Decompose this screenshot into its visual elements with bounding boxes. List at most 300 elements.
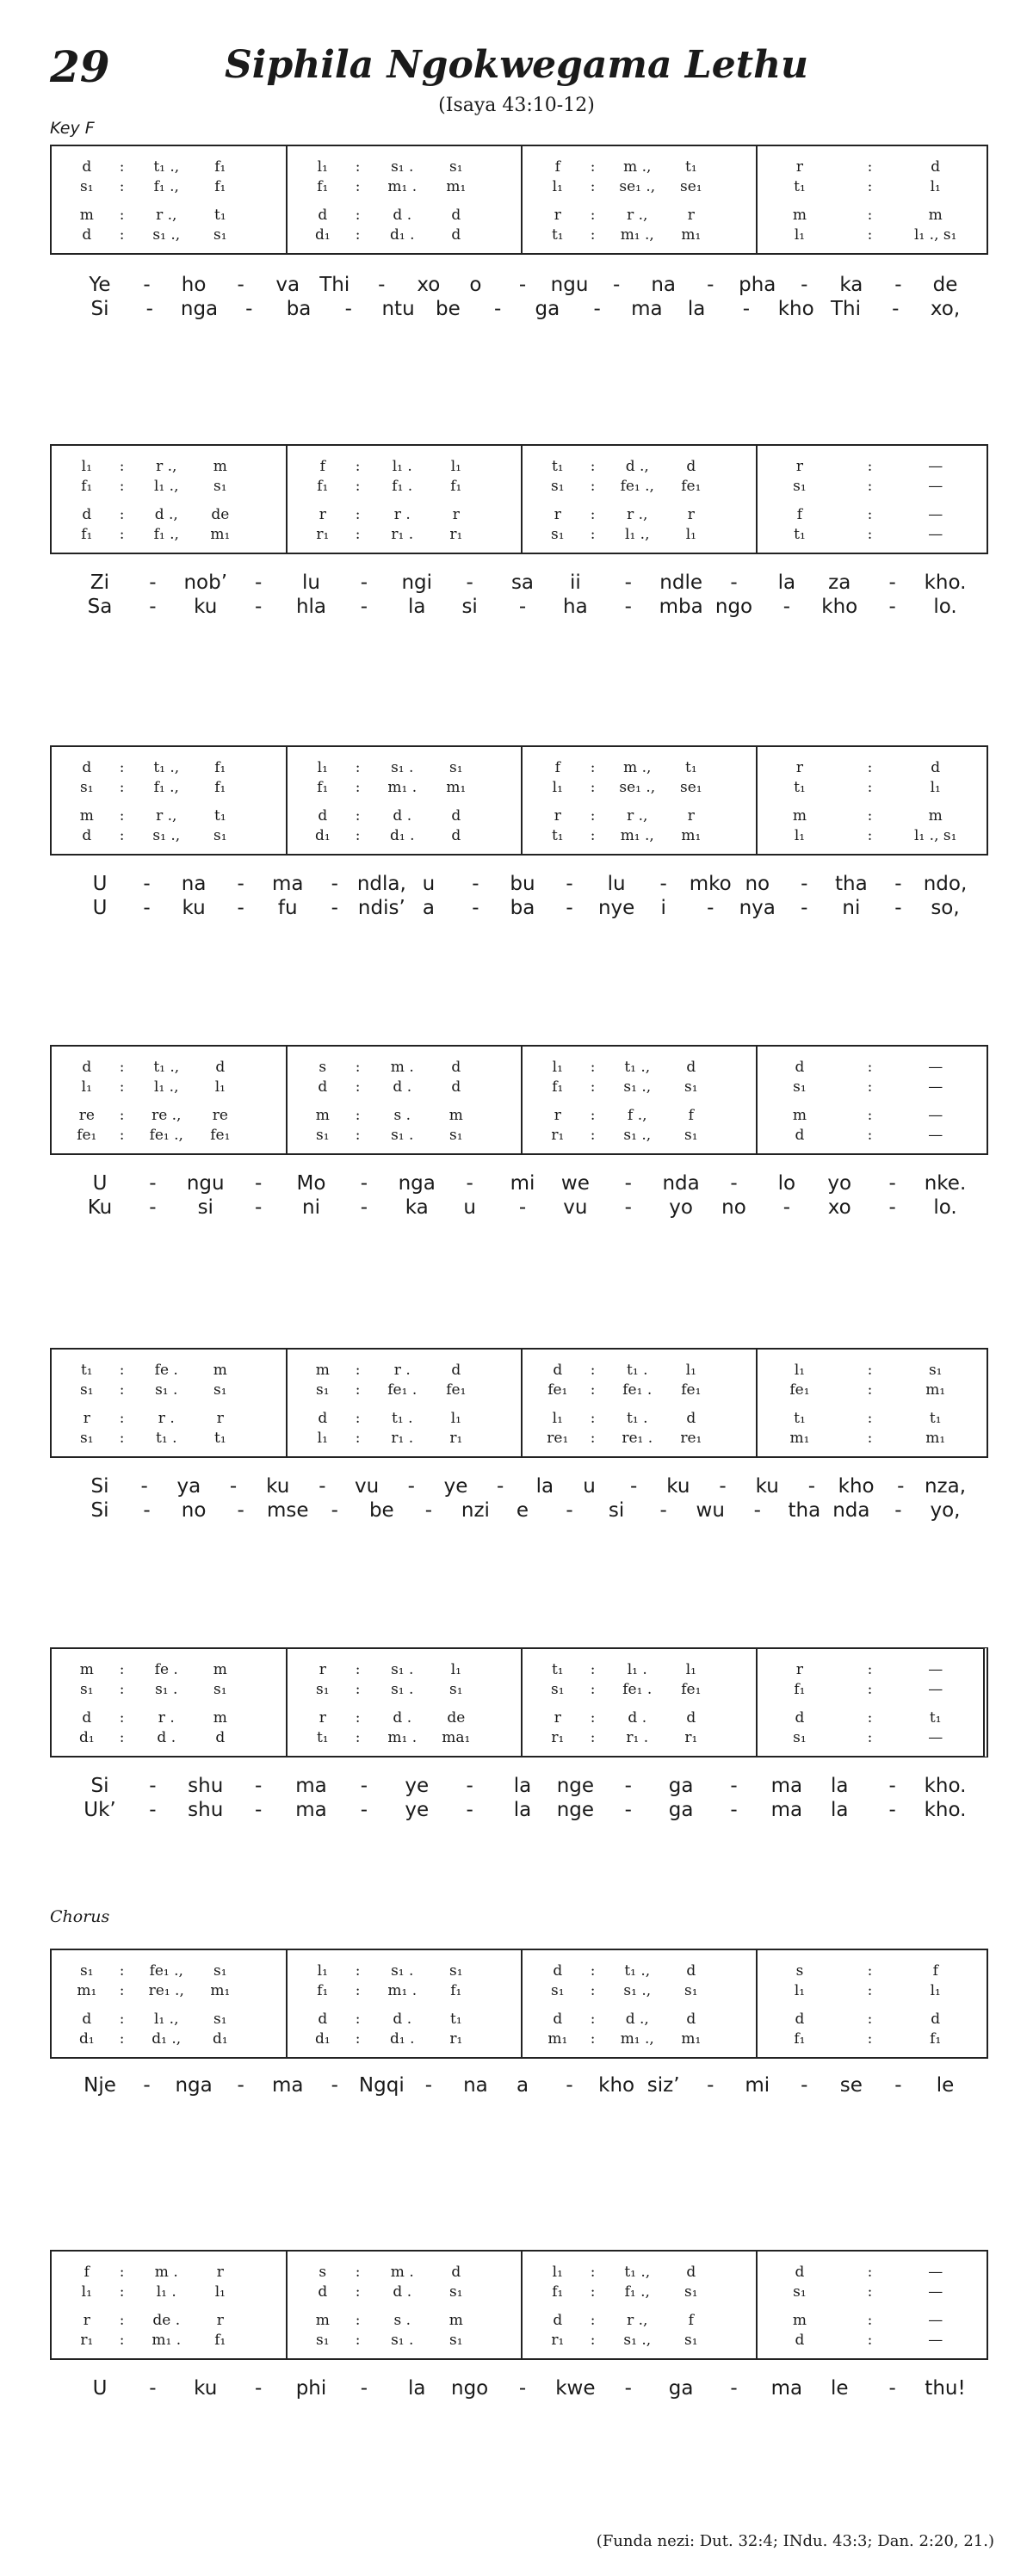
measure [521,1350,757,1456]
note: — [928,1681,943,1698]
note: fe₁ [547,1381,568,1399]
note: s₁ [551,1681,565,1698]
lyric-syllable: we [560,1172,590,1195]
measure [286,1950,522,2057]
lyric-syllable: no [181,1499,207,1522]
note: s₁ [316,1681,330,1698]
note: : [119,2312,125,2329]
lyric-syllable: la [513,1799,532,1821]
lyric-syllable: - [566,2074,573,2097]
lyric-syllable: sa [510,571,535,594]
lyric-syllable: be [368,1499,394,1522]
lyric-syllable: - [730,1775,738,1797]
note: m . [390,2264,414,2281]
note: m [315,1362,330,1379]
lyric-syllable: la [777,571,796,594]
note: : [119,226,125,244]
note: : [590,1982,596,1999]
note: d . [393,807,412,825]
note: : [867,2264,873,2281]
note: d . [393,1078,412,1096]
note: — [928,2264,943,2281]
note: s₁ [80,779,94,796]
note: : [867,1681,873,1698]
voice-line [288,1681,522,1703]
note: : [355,1729,361,1746]
note: l₁ [794,1362,806,1379]
music-system [50,1647,988,1757]
note: d [318,1078,328,1096]
note: r [795,458,804,475]
lyric-syllable: - [707,2074,714,2097]
hymn-title: Siphila Ngokwegama Lethu [224,43,809,87]
lyric-syllable: - [237,2074,244,2097]
note: s₁ [80,178,94,195]
lyric-syllable: - [730,1172,738,1195]
note: l₁ [81,1078,92,1096]
measure [52,747,286,854]
note: — [928,526,943,543]
lyric-syllable: - [143,274,151,296]
note: s [795,1962,804,1980]
note: l₁ [794,827,806,844]
lyric-syllable: - [472,873,479,895]
lyric-syllable: - [149,1775,157,1797]
measure [286,747,522,854]
note: f [319,458,325,475]
note: s₁ [449,1681,463,1698]
note: l₁ [450,458,461,475]
lyric-syllable: na [181,873,207,895]
lyric-syllable: Nje [84,2074,116,2097]
lyric-syllable: de [932,274,958,296]
lyric-syllable: lo. [933,596,957,618]
lyric-syllable: so, [931,897,960,919]
lyric-syllable: ngu [550,274,589,296]
note: : [590,827,596,844]
note: r₁ . [391,1430,414,1447]
note: l₁ [450,1661,461,1678]
note: : [119,1681,125,1698]
voice-line [523,827,757,849]
measure [286,1649,522,1756]
lyric-syllable: ma [271,873,304,895]
voice-line [288,2283,522,2306]
note: m [448,1107,463,1124]
note: r [554,506,561,523]
voice-line [288,2332,522,2354]
note: : [355,178,361,195]
note: f₁ [552,1078,564,1096]
note: : [867,1059,873,1076]
note: : [867,1962,873,1980]
note: : [590,1681,596,1698]
lyric-syllable: shu [188,1775,224,1797]
note: f₁ [930,2030,942,2048]
note: d [451,827,461,844]
note: re [78,1107,95,1124]
lyric-syllable: - [331,897,338,919]
note: r . [158,1410,175,1427]
note: : [590,1661,596,1678]
measure [756,446,992,553]
lyric-syllable: - [888,1775,896,1797]
voice-line [523,1729,757,1751]
lyric-syllable: i [660,897,666,919]
note: : [590,478,596,495]
lyric-syllable: - [888,1196,896,1219]
voice-line [288,1729,522,1751]
note: — [928,1661,943,1678]
note: : [355,1430,361,1447]
lyric-syllable: si [197,1196,213,1219]
note: d [318,807,328,825]
note: m . [154,2264,178,2281]
lyric-syllable: - [254,1172,263,1195]
note: d₁ . [390,827,415,844]
note: l₁ [81,458,92,475]
note: m [928,807,943,825]
note: s₁ [684,1127,698,1144]
note: : [867,1982,873,1999]
lyric-syllable: - [360,596,368,618]
note: : [119,1430,125,1447]
note: re₁ . [622,1430,653,1447]
note: : [590,1962,596,1980]
voice-line [52,1982,286,2005]
voice-line [523,226,757,249]
note: l₁ [794,226,806,244]
note: — [928,2283,943,2301]
note: d [686,1962,696,1980]
note: re₁ ., [148,1982,184,1999]
note: l₁ [552,1059,563,1076]
note: m₁ [210,1982,231,1999]
note: f₁ . [392,478,413,495]
note: r₁ . [626,1729,649,1746]
chorus-label: Chorus [50,1907,110,1926]
lyric-syllable: no [745,873,770,895]
note: : [355,807,361,825]
lyric-syllable: - [888,1799,896,1821]
lyric-syllable: nga [175,2074,213,2097]
note: l₁ [317,1430,328,1447]
lyric-syllable: Ku [87,1196,113,1219]
note: l₁ [552,1410,563,1427]
lyric-syllable: pha [739,274,776,296]
note: s₁ ., [152,226,181,244]
note: f₁ ., [153,178,179,195]
note: : [590,2312,596,2329]
note: s₁ [316,2332,330,2349]
note: : [590,178,596,195]
note: s₁ . [155,1381,178,1399]
note: : [867,1661,873,1678]
note: d [451,1059,461,1076]
lyric-syllable: kho [821,596,858,618]
note: f₁ [81,478,93,495]
note: se₁ [680,178,702,195]
lyric-syllable: - [566,873,573,895]
lyric-syllable: la [687,298,706,320]
lyric-syllable: - [424,2074,433,2097]
note: d₁ [314,827,331,844]
note: m₁ [681,827,702,844]
note: m₁ [925,1430,946,1447]
note: : [119,158,125,176]
note: re₁ [680,1430,702,1447]
measure [521,146,757,253]
note: d ., [625,2011,649,2028]
note: s₁ . [391,1962,414,1980]
lyric-syllable: - [497,1475,504,1498]
lyric-syllable: Ye [89,274,111,296]
lyric-syllable: phi [295,2377,327,2400]
note: r ., [156,207,177,224]
note: m [79,1661,94,1678]
note: m₁ [446,779,467,796]
lyric-syllable: ga [535,298,560,320]
note: d [82,2011,92,2028]
note: : [355,2312,361,2329]
lyric-syllable: Uk’ [84,1799,116,1821]
lyric-syllable: mi [510,1172,535,1195]
lyric-syllable: mko [689,873,732,895]
lyric-syllable: ii [569,571,581,594]
note: : [119,1729,125,1746]
lyric-line [50,897,988,923]
note: : [355,1059,361,1076]
lyric-syllable: - [894,274,902,296]
note: r₁ [551,1729,565,1746]
lyric-syllable: - [888,571,896,594]
note: d₁ [314,2030,331,2048]
note: t₁ [551,1661,564,1678]
note: d [686,458,696,475]
note: t₁ [450,2011,462,2028]
lyric-syllable: - [360,2377,368,2400]
note: t₁ [794,779,806,796]
lyric-syllable: ndis’ [357,897,405,919]
lyric-syllable: - [143,897,151,919]
note: s₁ [80,1962,94,1980]
note: t₁ ., [153,158,180,176]
lyric-syllable: - [566,1499,573,1522]
note: s₁ [213,226,227,244]
note: s₁ [449,2332,463,2349]
note: s₁ [684,1078,698,1096]
lyric-syllable: na [463,2074,488,2097]
lyric-line [50,298,988,324]
lyric-syllable: - [407,1475,415,1498]
note: s₁ . [391,1661,414,1678]
measure [52,1350,286,1456]
note: : [590,458,596,475]
note: s₁ [928,1362,943,1379]
lyric-syllable: Mo [296,1172,326,1195]
lyric-syllable: ba [286,298,312,320]
note: m [213,458,227,475]
note: d . [393,2011,412,2028]
lyric-syllable: ma [770,1799,803,1821]
note: t₁ [929,1709,942,1727]
note: r [554,1107,561,1124]
lyric-syllable: - [742,298,751,320]
note: s₁ [80,1381,94,1399]
note: r ., [627,2312,648,2329]
lyric-syllable: - [254,1775,263,1797]
lyric-syllable: ga [668,1775,694,1797]
voice-line [758,526,992,548]
lyric-syllable: thu! [925,2377,966,2400]
lyric-syllable: ma [295,1799,327,1821]
note: — [928,1078,943,1096]
measure [52,146,286,253]
note: : [355,2011,361,2028]
note: s₁ . [391,759,414,776]
note: r₁ [551,1127,565,1144]
voice-line [523,1127,757,1149]
note: s . [393,2312,411,2329]
note: m ., [623,759,652,776]
lyric-syllable: - [237,274,244,296]
note: l₁ [317,1962,328,1980]
note: t₁ [929,1410,942,1427]
note: s₁ [80,1681,94,1698]
note: t₁ [80,1362,93,1379]
note: s₁ [551,526,565,543]
voice-line [288,478,522,500]
note: t₁ [794,178,806,195]
note: d₁ [212,2030,228,2048]
lyric-syllable: U [92,2377,108,2400]
lyric-syllable: ngo [714,596,753,618]
voice-line [758,1078,992,1101]
lyric-syllable: - [624,1799,632,1821]
lyric-syllable: le [830,2377,849,2400]
note: fe₁ [681,1381,702,1399]
lyric-syllable: - [143,873,151,895]
note: r₁ [449,1430,463,1447]
note: t₁ [551,458,564,475]
note: s₁ [449,759,463,776]
note: d₁ ., [152,2030,182,2048]
note: s₁ [316,1127,330,1144]
note: : [867,1381,873,1399]
lyric-line [50,1775,988,1801]
lyric-syllable: - [518,2377,527,2400]
lyric-syllable: xo [827,1196,851,1219]
voice-line [52,526,286,548]
note: : [590,226,596,244]
note: re ., [152,1107,182,1124]
lyric-line [50,873,988,899]
lyric-syllable: kwe [555,2377,596,2400]
note: : [355,1709,361,1727]
voice-line [523,178,757,201]
note: r [554,1709,561,1727]
note: : [355,2264,361,2281]
note: t₁ [551,226,564,244]
note: d [451,1362,461,1379]
note: de . [152,2312,181,2329]
lyric-line [50,274,988,300]
note: r [452,506,460,523]
lyric-syllable: - [624,1775,632,1797]
note: : [867,1729,873,1746]
note: r₁ [449,2030,463,2048]
voice-line [523,478,757,500]
note: t₁ [685,158,697,176]
note: d [553,1962,563,1980]
lyric-syllable: - [801,2074,808,2097]
note: f [932,1962,938,1980]
note: s₁ [449,1127,463,1144]
lyric-syllable: - [254,571,263,594]
note: r₁ [684,1729,698,1746]
lyric-syllable: - [149,1799,157,1821]
note: r [554,807,561,825]
note: : [590,1107,596,1124]
note: : [119,458,125,475]
note: s₁ [551,478,565,495]
lyric-syllable: - [782,1196,791,1219]
note: : [355,526,361,543]
note: t₁ [214,1430,226,1447]
note: fe₁ [681,1681,702,1698]
note: : [355,1661,361,1678]
note: d₁ . [390,226,415,244]
lyric-syllable: lo [777,1172,796,1195]
note: — [928,478,943,495]
note: : [355,827,361,844]
measure [521,1649,757,1756]
note: l₁ [214,2283,226,2301]
note: : [867,1709,873,1727]
lyric-syllable: nda [832,1499,870,1522]
note: t₁ ., [153,1059,180,1076]
lyric-syllable: - [254,1799,263,1821]
lyric-syllable: u [583,1475,596,1498]
measure [521,446,757,553]
lyric-syllable: tha [835,873,868,895]
note: t₁ . [392,1410,413,1427]
note: d [795,2264,805,2281]
note: : [867,1410,873,1427]
note: r [83,2312,90,2329]
note: f ., [628,1107,647,1124]
voice-line [52,1127,286,1149]
note: : [867,759,873,776]
note: l₁ [930,1982,941,1999]
note: d [82,1709,92,1727]
note: : [119,1381,125,1399]
measure [521,1950,757,2057]
note: d [553,1362,563,1379]
note: d [451,207,461,224]
lyric-syllable: ku [666,1475,690,1498]
lyric-syllable: la [513,1775,532,1797]
note: d [686,2264,696,2281]
voice-line [758,226,992,249]
lyric-syllable: - [566,897,573,919]
note: : [867,526,873,543]
measure [756,1350,992,1456]
measure [521,1047,757,1153]
measure [286,2252,522,2358]
voice-line [758,178,992,201]
note: d [795,1127,805,1144]
